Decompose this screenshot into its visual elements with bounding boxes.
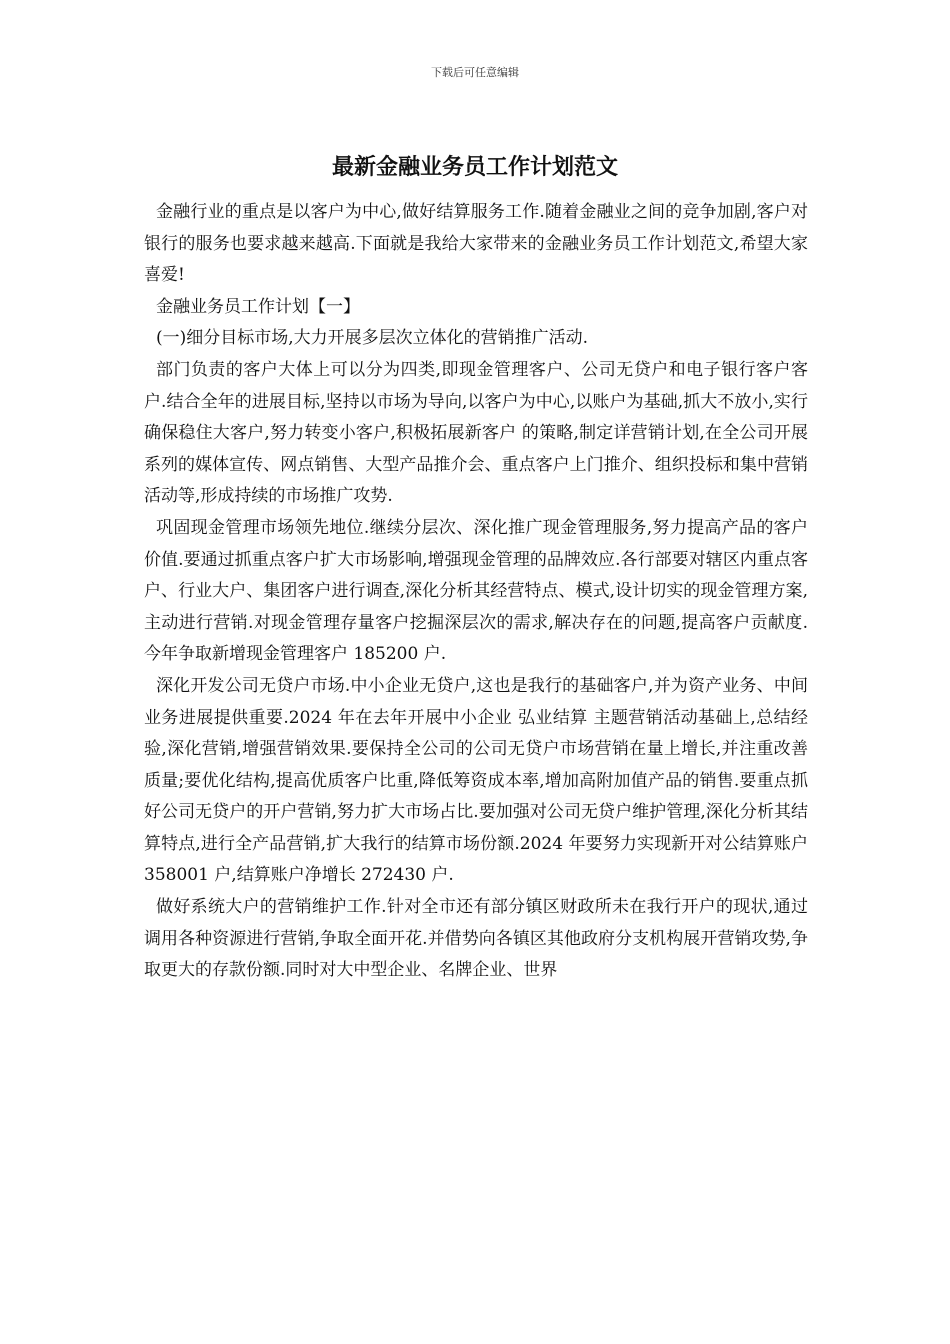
document-title: 最新金融业务员工作计划范文	[331, 154, 618, 180]
paragraph-system-accounts: 做好系统大户的营销维护工作.针对全市还有部分镇区财政所未在我行开户的现状,通过调用各种资源进行营销,争取全面开花.并借势向各镇区其他政府分支机构展开营销攻势,争取更大的存款份额.同时对大中型企业、名牌企业、世界	[144, 897, 808, 981]
section-heading: 金融业务员工作计划【一】	[156, 296, 360, 317]
paragraph-no-loan-accounts: 深化开发公司无贷户市场.中小企业无贷户,这也是我行的基础客户,并为资产业务、中间业务进展提供重要.2024 年在去年开展中小企业 弘业结算 主题营销活动基础上,总结经验,深化营销,增强营销效果.要保持全公司的公司无贷户市场营销在量上增长,并注重改善质量;要优化结构,提高优质客户比重,降低筹资成本率,增加高附加值产品的销售.要重点抓好公司无贷户的开户营销,努力扩大市场占比.要加强对公司无贷户维护管理,深化分析其结算特点,进行全产品营销,扩大我行的结算市场份额.2024 年要努力实现新开对公结算账户 358001 户,结算账户净增长 272430 户.	[144, 675, 808, 886]
paragraph-cash-management: 巩固现金管理市场领先地位.继续分层次、深化推广现金管理服务,努力提高产品的客户价值.要通过抓重点客户扩大市场影响,增强现金管理的品牌效应.各行部要对辖区内重点客户、行业大户、集团客户进行调查,深化分析其经营特点、模式,设计切实的现金管理方案,主动进行营销.对现金管理存量客户挖掘深层次的需求,解决存在的问题,提高客户贡献度.今年争取新增现金管理客户 185200 户.	[144, 517, 808, 665]
document-body	[144, 197, 808, 987]
subsection-heading: (一)细分目标市场,大力开展多层次立体化的营销推广活动.	[156, 328, 589, 349]
paragraph-intro: 金融行业的重点是以客户为中心,做好结算服务工作.随着金融业之间的竞争加剧,客户对银行的服务也要求越来越高.下面就是我给大家带来的金融业务员工作计划范文,希望大家喜爱!	[144, 202, 808, 286]
paragraph-customer-categories: 部门负责的客户大体上可以分为四类,即现金管理客户、公司无贷户和电子银行客户客户.结合全年的进展目标,坚持以市场为导向,以客户为中心,以账户为基础,抓大不放小,实行 确保稳住大客户,努力转变小客户,积极拓展新客户 的策略,制定详营销计划,在全公司开展系列的媒体宣传、网点销售、大型产品推介会、重点客户上门推介、组织投标和集中营销活动等,形成持续的市场推广攻势.	[144, 359, 808, 507]
page-header-note: 下载后可任意编辑	[431, 66, 519, 79]
